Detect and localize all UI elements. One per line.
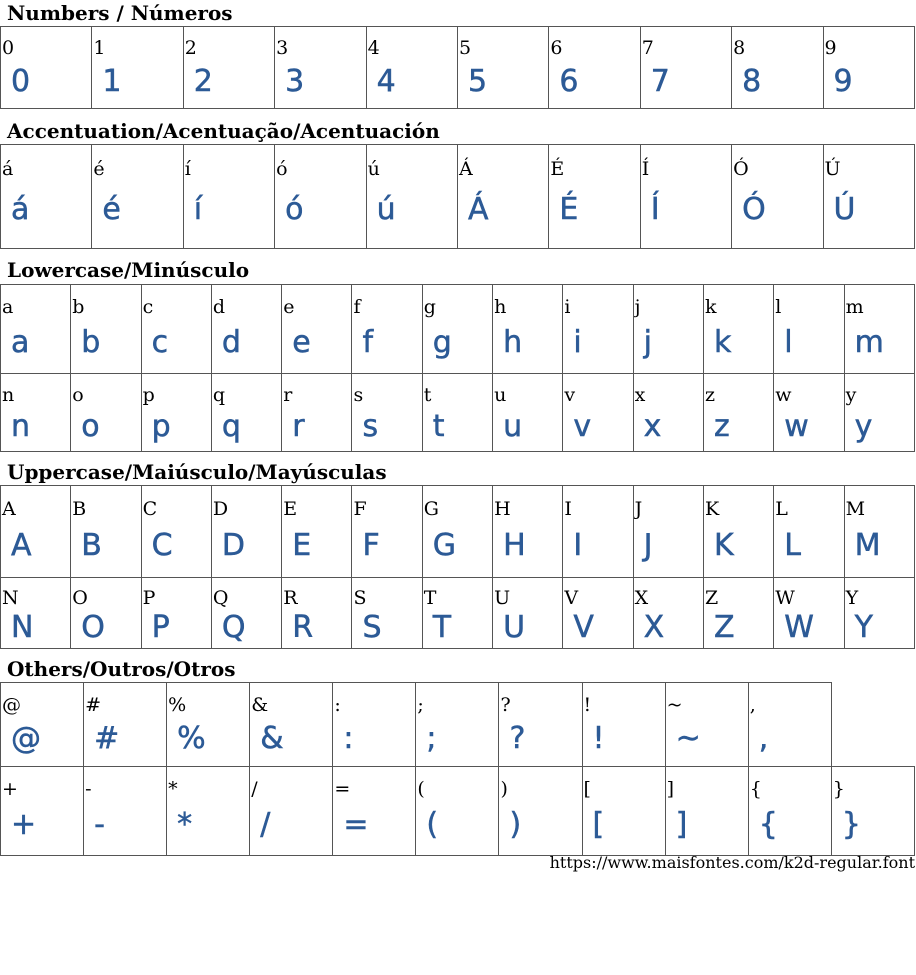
lowercase-row [1,285,915,374]
char-glyph-sample: A [11,528,32,563]
char-glyph-sample: K [713,528,734,563]
char-glyph-sample: W [784,610,814,645]
char-cell [352,285,422,374]
char-glyph-sample: { [758,807,778,842]
char-cell [563,374,633,452]
char-cell [582,767,665,856]
char-cell [366,145,457,249]
char-glyph-sample: é [102,192,121,227]
char-label: + [2,778,18,800]
char-label: ú [367,158,380,180]
char-label: s [353,384,364,406]
char-glyph-sample: J [643,528,653,563]
char-cell [844,285,914,374]
char-glyph-sample: M [854,528,881,563]
char-glyph-sample: l [784,325,793,360]
char-cell [1,578,71,649]
char-cell [84,683,167,767]
char-cell [422,374,492,452]
char-label: @ [2,694,21,716]
char-glyph-sample: I [573,528,583,563]
char-glyph-sample: g [432,325,452,360]
char-cell [703,374,773,452]
char-cell [493,374,563,452]
char-label: q [212,384,226,406]
others-heading: Others/Outros/Otros [7,657,236,681]
char-label: ( [417,778,425,800]
char-label: R [283,587,298,609]
char-cell [1,486,71,578]
char-label: 0 [2,37,15,59]
char-label: # [85,694,101,716]
char-glyph-sample: f [362,325,374,360]
char-cell [1,27,92,109]
char-glyph-sample: m [854,325,884,360]
char-cell [211,374,281,452]
char-cell [211,578,281,649]
accents-row [1,145,915,249]
char-glyph-sample: B [81,528,102,563]
char-glyph-sample: ( [426,807,439,842]
char-glyph-sample: u [503,409,523,444]
numbers-row [1,27,915,109]
char-glyph-sample: ! [592,721,605,756]
char-glyph-sample: c [151,325,169,360]
char-glyph-sample: v [573,409,592,444]
char-label: á [2,158,14,180]
char-label: J [634,498,643,520]
char-cell [282,486,352,578]
char-glyph-sample: & [260,721,284,756]
char-cell [493,578,563,649]
char-label: F [353,498,367,520]
char-glyph-sample: 7 [650,64,670,99]
char-cell [748,683,831,767]
char-glyph-sample: á [11,192,30,227]
char-label: a [2,296,14,318]
char-glyph-sample: / [260,807,271,842]
accents-table [0,144,915,249]
char-glyph-sample: Q [221,610,246,645]
char-label: E [283,498,298,520]
char-label: í [184,158,191,180]
char-label: r [283,384,293,406]
char-cell [1,374,71,452]
char-label: e [283,296,295,318]
char-glyph-sample: n [11,409,31,444]
char-glyph-sample: * [177,807,193,842]
char-label: p [142,384,155,406]
char-cell [71,486,141,578]
char-cell [844,374,914,452]
char-cell [422,285,492,374]
char-label: } [832,778,845,800]
char-cell [633,374,703,452]
char-cell [665,683,748,767]
char-label: 6 [550,37,563,59]
uppercase-table [0,485,915,649]
others-row [1,767,915,856]
char-cell [823,27,914,109]
char-cell [141,578,211,649]
char-label: 8 [733,37,746,59]
char-label: u [494,384,507,406]
others-row [1,683,915,767]
char-glyph-sample: j [643,325,653,360]
char-label: & [251,694,269,716]
char-label: ó [276,158,288,180]
char-glyph-sample: 6 [559,64,579,99]
char-glyph-sample: í [193,192,203,227]
char-label: ! [583,694,592,716]
char-label: c [142,296,154,318]
char-cell [333,767,416,856]
char-cell [633,486,703,578]
numbers-table [0,26,915,109]
char-cell [748,767,831,856]
char-label: ] [666,778,675,800]
char-cell [774,285,844,374]
char-cell [844,578,914,649]
char-glyph-sample: , [758,721,769,756]
char-cell [844,486,914,578]
char-label: W [775,587,795,609]
char-cell [352,374,422,452]
char-cell [1,683,84,767]
char-glyph-sample: h [503,325,523,360]
char-cell [549,27,640,109]
char-cell [633,578,703,649]
char-glyph-sample: x [643,409,662,444]
char-label: D [212,498,229,520]
char-glyph-sample: t [432,409,445,444]
char-glyph-sample: Y [854,610,873,645]
uppercase-heading: Uppercase/Maiúsculo/Mayúsculas [7,460,387,484]
char-glyph-sample: a [11,325,30,360]
char-glyph-sample: E [292,528,312,563]
char-label: f [353,296,361,318]
char-glyph-sample: V [573,610,594,645]
char-label: G [423,498,439,520]
char-cell [275,27,366,109]
char-cell [167,683,250,767]
char-label: b [72,296,85,318]
char-label: é [93,158,105,180]
char-cell [250,767,333,856]
char-glyph-sample: ? [509,721,526,756]
char-glyph-sample: q [221,409,241,444]
char-label: ? [500,694,511,716]
char-cell [774,486,844,578]
char-label: m [845,296,864,318]
char-cell [563,578,633,649]
char-cell [282,285,352,374]
char-label: 9 [824,37,837,59]
char-glyph-sample: # [94,721,120,756]
char-cell [563,285,633,374]
char-glyph-sample: w [784,409,809,444]
char-glyph-sample: Z [713,610,735,645]
char-label: T [423,587,437,609]
char-cell [582,683,665,767]
char-glyph-sample: 9 [833,64,853,99]
char-glyph-sample: 2 [193,64,213,99]
char-label: v [564,384,576,406]
char-cell [141,285,211,374]
char-label: É [550,158,565,180]
others-table [0,682,915,856]
char-cell [92,145,183,249]
char-glyph-sample: X [643,610,665,645]
char-glyph-sample: Í [650,192,660,227]
char-glyph-sample: ú [376,192,396,227]
char-glyph-sample: - [94,807,105,842]
char-cell [823,145,914,249]
char-label: Y [845,587,859,609]
char-glyph-sample: + [11,807,37,842]
char-label: P [142,587,156,609]
char-cell [352,578,422,649]
char-cell [141,486,211,578]
char-cell [457,27,548,109]
accents-heading: Accentuation/Acentuação/Acentuación [7,119,440,143]
char-cell [333,683,416,767]
char-glyph-sample: = [343,807,369,842]
char-cell [92,27,183,109]
char-glyph-sample: z [713,409,730,444]
char-glyph-sample: C [151,528,173,563]
char-cell [352,486,422,578]
char-label: x [634,384,646,406]
char-label: y [845,384,857,406]
char-label: j [634,296,641,318]
lowercase-table [0,284,915,452]
lowercase-heading: Lowercase/Minúsculo [7,258,250,282]
char-cell [282,578,352,649]
char-cell [183,145,274,249]
char-label: Ú [824,158,841,180]
source-url[interactable]: https://www.maisfontes.com/k2d-regular.font [549,853,915,872]
char-label: N [2,587,19,609]
char-label: * [168,778,178,800]
char-glyph-sample: d [221,325,241,360]
char-label: w [775,384,792,406]
char-glyph-sample: Á [467,192,489,227]
char-label: S [353,587,367,609]
char-cell [211,486,281,578]
char-label: = [334,778,351,800]
char-label: t [423,384,432,406]
char-label: Í [641,158,650,180]
char-glyph-sample: 4 [376,64,396,99]
char-glyph-sample: D [221,528,245,563]
char-label: [ [583,778,591,800]
char-glyph-sample: b [81,325,101,360]
char-glyph-sample: H [503,528,526,563]
char-cell [831,767,914,856]
char-glyph-sample: p [151,409,171,444]
char-cell [640,145,731,249]
char-glyph-sample: [ [592,807,605,842]
char-label: - [85,778,92,800]
char-glyph-sample: N [11,610,34,645]
char-cell [71,285,141,374]
char-cell [282,374,352,452]
lowercase-row [1,374,915,452]
char-label: 3 [276,37,289,59]
char-glyph-sample: 8 [742,64,762,99]
char-glyph-sample: ) [509,807,522,842]
uppercase-row [1,578,915,649]
char-label: h [494,296,507,318]
char-label: : [334,694,341,716]
char-glyph-sample: P [151,610,170,645]
char-label: A [2,498,16,520]
char-label: Á [458,158,473,180]
char-label: I [564,498,572,520]
char-glyph-sample: 5 [467,64,488,99]
char-cell [563,486,633,578]
char-cell [499,767,582,856]
char-label: O [72,587,88,609]
char-label: ) [500,778,508,800]
char-glyph-sample: k [713,325,732,360]
char-cell [366,27,457,109]
char-glyph-sample: ó [285,192,304,227]
char-cell [633,285,703,374]
char-label: / [251,778,258,800]
char-cell [703,486,773,578]
char-cell [167,767,250,856]
char-glyph-sample: R [292,610,314,645]
char-cell [774,374,844,452]
char-cell [183,27,274,109]
char-cell [416,767,499,856]
char-glyph-sample: 1 [102,64,122,99]
char-label: 4 [367,37,380,59]
char-label: 2 [184,37,197,59]
char-cell [71,578,141,649]
char-label: X [634,587,649,609]
char-label: g [423,296,436,318]
char-label: l [775,296,782,318]
char-label: M [845,498,866,520]
char-cell [1,767,84,856]
char-cell [84,767,167,856]
char-label: { [749,778,762,800]
char-label: V [564,587,579,609]
char-label: L [775,498,788,520]
char-label: ; [417,694,424,716]
char-label: Z [704,587,719,609]
char-label: , [749,694,756,716]
char-glyph-sample: T [432,610,452,645]
char-glyph-sample: O [81,610,105,645]
char-glyph-sample: 3 [285,64,305,99]
char-cell [1,145,92,249]
char-glyph-sample: o [81,409,100,444]
char-label: d [212,296,226,318]
char-cell [71,374,141,452]
char-glyph-sample: S [362,610,382,645]
char-glyph-sample: } [841,807,861,842]
char-cell [665,767,748,856]
char-cell [732,145,823,249]
uppercase-row [1,486,915,578]
char-cell [493,285,563,374]
char-cell [250,683,333,767]
char-cell [275,145,366,249]
char-glyph-sample: ; [426,721,437,756]
char-glyph-sample: F [362,528,380,563]
char-label: o [72,384,84,406]
char-glyph-sample: % [177,721,206,756]
char-glyph-sample: Ó [742,192,766,227]
char-label: B [72,498,87,520]
char-cell [703,578,773,649]
char-cell [141,374,211,452]
char-label: 7 [641,37,654,59]
char-glyph-sample: G [432,528,457,563]
char-label: Ó [733,158,749,180]
char-glyph-sample: e [292,325,311,360]
char-glyph-sample: L [784,528,801,563]
char-cell [1,285,71,374]
char-label: % [168,694,187,716]
char-cell [549,145,640,249]
char-cell [422,486,492,578]
char-glyph-sample: s [362,409,379,444]
char-label: z [704,384,715,406]
char-glyph-sample: y [854,409,873,444]
char-glyph-sample: 0 [11,64,31,99]
char-cell [493,486,563,578]
char-glyph-sample: U [503,610,526,645]
char-glyph-sample: É [559,192,579,227]
char-cell [211,285,281,374]
char-glyph-sample: ] [675,807,688,842]
char-glyph-sample: Ú [833,192,856,227]
char-cell [416,683,499,767]
char-label: 5 [458,37,472,59]
char-cell [774,578,844,649]
char-cell [640,27,731,109]
char-label: ~ [666,694,683,716]
char-glyph-sample: @ [11,721,41,756]
char-label: H [494,498,511,520]
char-label: Q [212,587,229,609]
char-cell [422,578,492,649]
char-glyph-sample: r [292,409,305,444]
char-glyph-sample: : [343,721,354,756]
char-label: i [564,296,571,318]
numbers-heading: Numbers / Números [7,1,233,25]
char-label: 1 [93,37,106,59]
char-cell [732,27,823,109]
char-label: U [494,587,511,609]
char-label: k [704,296,717,318]
char-glyph-sample: i [573,325,582,360]
char-glyph-sample: ~ [675,721,701,756]
char-label: C [142,498,158,520]
char-label: K [704,498,720,520]
char-cell [703,285,773,374]
char-label: n [2,384,15,406]
char-cell [499,683,582,767]
char-cell [457,145,548,249]
